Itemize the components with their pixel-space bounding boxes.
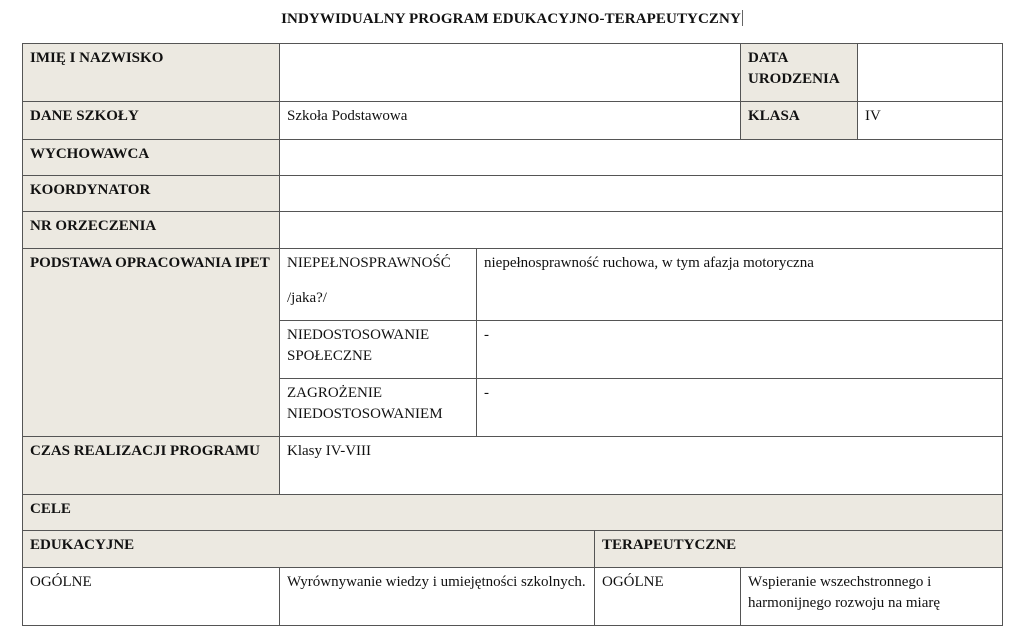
basis-label: PODSTAWA OPRACOWANIA IPET: [23, 249, 280, 437]
school-label: DANE SZKOŁY: [23, 102, 280, 140]
educational-goals-label: EDUKACYJNE: [23, 531, 595, 568]
disability-label-cell: [280, 249, 477, 321]
birth-date-label-line2: URODZENIA: [748, 71, 840, 87]
goals-header: CELE: [23, 495, 1003, 531]
row-school: [23, 102, 1003, 140]
birth-date-label: [741, 44, 858, 102]
class-field[interactable]: IV: [858, 102, 1003, 140]
therapeutic-general-field[interactable]: Wspieranie wszechstronnego i harmonijnego rozwoju na miarę: [741, 568, 1003, 626]
row-coordinator: [23, 176, 1003, 212]
disability-label: NIEPEŁNOSPRAWNOŚĆ: [287, 255, 451, 271]
row-tutor: [23, 140, 1003, 176]
tutor-label: WYCHOWAWCA: [23, 140, 280, 176]
text-cursor: [742, 10, 743, 26]
document-title: [0, 10, 1024, 28]
risk-label-line1: ZAGROŻENIE: [287, 385, 382, 401]
tutor-field[interactable]: [280, 140, 1003, 176]
duration-field[interactable]: Klasy IV-VIII: [280, 437, 1003, 495]
duration-label: CZAS REALIZACJI PROGRAMU: [23, 437, 280, 495]
row-ruling-number: [23, 212, 1003, 249]
school-field[interactable]: Szkoła Podstawowa: [280, 102, 741, 140]
educational-general-field[interactable]: Wyrównywanie wiedzy i umiejętności szkolnych.: [280, 568, 595, 626]
coordinator-label: KOORDYNATOR: [23, 176, 280, 212]
maladjustment-label-cell: [280, 321, 477, 379]
name-field[interactable]: [280, 44, 741, 102]
ipet-form-table: [22, 43, 1003, 626]
row-goals-header: [23, 495, 1003, 531]
name-label: IMIĘ I NAZWISKO: [23, 44, 280, 102]
disability-field[interactable]: niepełnosprawność ruchowa, w tym afazja motoryczna: [477, 249, 1003, 321]
class-label: KLASA: [741, 102, 858, 140]
educational-general-label: OGÓLNE: [23, 568, 280, 626]
row-name: [23, 44, 1003, 102]
therapeutic-goals-label: TERAPEUTYCZNE: [595, 531, 1003, 568]
maladjustment-field[interactable]: -: [477, 321, 1003, 379]
birth-date-label-line1: DATA: [748, 50, 789, 66]
risk-field[interactable]: -: [477, 379, 1003, 437]
row-duration: [23, 437, 1003, 495]
maladjustment-label-line1: NIEDOSTOSOWANIE: [287, 327, 430, 343]
row-general-goals: [23, 568, 1003, 626]
birth-date-field[interactable]: [858, 44, 1003, 102]
risk-label-line2: NIEDOSTOSOWANIEM: [287, 406, 443, 422]
ruling-number-label: NR ORZECZENIA: [23, 212, 280, 249]
maladjustment-label-line2: SPOŁECZNE: [287, 348, 373, 364]
risk-label-cell: [280, 379, 477, 437]
ruling-number-field[interactable]: [280, 212, 1003, 249]
disability-hint: /jaka?/: [287, 290, 327, 306]
row-disability: [23, 249, 1003, 321]
row-goals-categories: [23, 531, 1003, 568]
document-title-text: INDYWIDUALNY PROGRAM EDUKACYJNO-TERAPEUTYCZNY: [281, 11, 741, 27]
therapeutic-general-label: OGÓLNE: [595, 568, 741, 626]
coordinator-field[interactable]: [280, 176, 1003, 212]
